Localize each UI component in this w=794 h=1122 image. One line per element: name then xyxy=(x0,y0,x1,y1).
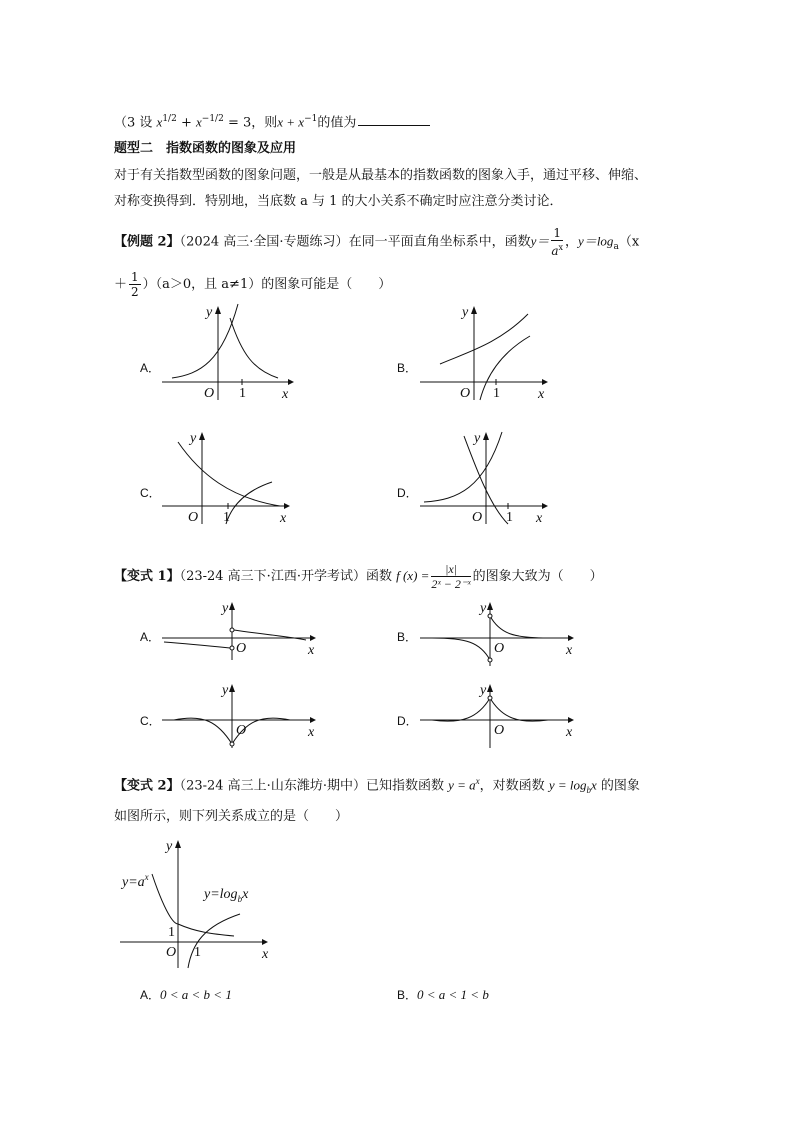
y-arrow xyxy=(483,432,489,440)
fraction-half xyxy=(129,270,141,299)
label-log-x: x xyxy=(242,887,249,902)
v2-choice-a[interactable] xyxy=(140,986,232,1005)
origin-label: O xyxy=(166,945,177,960)
origin-label: O xyxy=(494,641,505,656)
open-point xyxy=(230,742,234,746)
y-arrow xyxy=(175,840,181,848)
numerator-abs-x: |x| xyxy=(431,562,470,577)
one-label: 1 xyxy=(239,386,246,401)
x-arrow xyxy=(288,379,294,385)
exp-half: 1/2 xyxy=(162,114,177,124)
x-label: x xyxy=(308,643,315,658)
ex2-graph-b[interactable] xyxy=(418,300,558,405)
origin-label: O xyxy=(494,723,505,738)
log-base: a xyxy=(613,242,619,253)
y-arrow xyxy=(229,602,235,610)
origin-label: O xyxy=(472,510,483,525)
v1-option-a-label[interactable]: A． xyxy=(140,630,161,644)
exp-curve xyxy=(440,314,528,364)
f-of-x: f (x) = xyxy=(396,568,430,583)
x-label: x xyxy=(566,643,573,658)
y-arrow xyxy=(199,432,205,440)
one-y-label: 1 xyxy=(168,925,175,940)
answer-blank[interactable] xyxy=(358,113,430,126)
left-branch xyxy=(164,642,230,648)
problem-3-prefix: （3 设 xyxy=(114,115,153,131)
x-arrow xyxy=(284,503,290,509)
value-is-text: 的值为 xyxy=(317,115,357,131)
var-x-2: x xyxy=(196,114,202,130)
x-arrow xyxy=(568,717,574,723)
y-label: y xyxy=(190,431,197,446)
origin-label: O xyxy=(460,386,471,401)
fraction-1-over-a-x xyxy=(551,226,563,258)
exp-function: y = a xyxy=(448,777,476,793)
v2-choice-b[interactable] xyxy=(397,986,489,1005)
y-arrow xyxy=(471,306,477,314)
x-label: x xyxy=(308,725,315,740)
one-label: 1 xyxy=(493,386,500,401)
paren-x: （x xyxy=(618,234,640,250)
exp-neg1: −1 xyxy=(304,114,318,124)
exp-curve xyxy=(152,874,234,936)
problem-3-line xyxy=(114,110,430,132)
plus-sign: + xyxy=(180,115,192,131)
y-arrow xyxy=(215,306,221,314)
v1-graph-d[interactable] xyxy=(418,680,578,750)
x-label: x xyxy=(538,387,545,402)
exp-curve xyxy=(172,304,238,378)
v1-option-b-label[interactable]: B． xyxy=(397,630,418,644)
v1-option-c-label[interactable]: C． xyxy=(140,714,161,728)
y-label: y xyxy=(222,601,229,616)
frac-numerator: 1 xyxy=(551,226,563,241)
ex2-graph-a[interactable] xyxy=(160,300,300,405)
open-point xyxy=(488,696,492,700)
frac-denominator: a xyxy=(551,244,559,258)
v2-choice-a-text: 0 < a < b < 1 xyxy=(160,987,232,1002)
variant-1-tag: 【变式 1】 xyxy=(114,569,180,584)
ex2-graph-c[interactable] xyxy=(160,428,300,528)
log-function-x: x xyxy=(590,777,597,793)
exp-curve xyxy=(424,432,502,502)
ex2-graph-d[interactable] xyxy=(418,428,558,528)
label-exp-base: y=a xyxy=(122,875,145,890)
variant-1-question: 的图象大致为（ ） xyxy=(472,569,603,584)
var-x: x xyxy=(156,114,163,130)
y-equals: y＝ xyxy=(530,233,550,249)
x-label: x xyxy=(536,511,543,526)
y-log: y＝log xyxy=(578,233,614,249)
exp-neghalf: −1/2 xyxy=(201,114,224,124)
ex2-option-d-label[interactable]: D． xyxy=(397,486,418,500)
equals-three: = 3 xyxy=(227,115,252,131)
variant-2-text-3: 的图象 xyxy=(600,778,640,794)
example-2-tag: 【例题 2】 xyxy=(114,234,180,250)
one-label: 1 xyxy=(223,510,230,525)
log-function-base: b xyxy=(586,784,591,795)
variant-1-source: （23-24 高三下·江西·开学考试） xyxy=(179,569,366,584)
label-exp-sup: x xyxy=(144,872,149,882)
log-curve xyxy=(480,336,530,400)
open-point-bottom xyxy=(488,658,492,662)
one-label: 1 xyxy=(506,510,513,525)
y-label: y xyxy=(206,305,213,320)
then-text: ，则 xyxy=(251,115,278,131)
section-title: 题型二 指数函数的图象及应用 xyxy=(114,141,297,156)
v1-graph-c[interactable] xyxy=(160,680,320,750)
y-arrow xyxy=(229,684,235,692)
origin-label: O xyxy=(236,641,247,656)
right-branch xyxy=(490,616,548,638)
x-label: x xyxy=(262,947,269,962)
y-label: y xyxy=(166,839,173,854)
y-label: y xyxy=(474,431,481,446)
open-point-top xyxy=(230,628,234,632)
x-arrow xyxy=(262,939,268,945)
v2-choice-a-label: A． xyxy=(140,988,161,1002)
y-arrow xyxy=(487,602,493,610)
v2-choice-b-label: B． xyxy=(397,988,418,1002)
x-arrow xyxy=(310,635,316,641)
denominator-2x: 2ˣ − 2⁻ˣ xyxy=(431,577,471,591)
variant-2-text-2: ，对数函数 xyxy=(479,778,545,794)
left-branch xyxy=(432,638,490,660)
open-point-top xyxy=(488,614,492,618)
log-curve xyxy=(230,318,278,378)
half-numerator: 1 xyxy=(131,270,139,284)
variant-2-line-1 xyxy=(114,772,640,799)
x-label: x xyxy=(280,511,287,526)
one-x-label: 1 xyxy=(194,945,201,960)
intro-line-2: 对称变换得到．特别地，当底数 a 与 1 的大小关系不确定时应注意分类讨论． xyxy=(114,194,563,209)
label-log xyxy=(202,887,249,904)
log-function: y = log xyxy=(548,777,587,793)
v2-graph[interactable] xyxy=(116,834,286,974)
example-2-question: ）（a＞0，且 a≠1）的图象可能是（ ） xyxy=(142,277,392,292)
variant-1-text: 函数 xyxy=(365,569,392,584)
half-denominator: 2 xyxy=(131,285,139,299)
origin-label: O xyxy=(236,723,247,738)
label-exp xyxy=(120,872,149,890)
ex2-option-a-label[interactable]: A． xyxy=(140,361,161,375)
y-label: y xyxy=(462,305,469,320)
origin-label: O xyxy=(204,386,215,401)
expr-x-plus-x: x + x xyxy=(277,114,305,130)
v1-graph-a[interactable] xyxy=(160,598,320,662)
label-log-base: y=log xyxy=(204,887,238,902)
origin-label: O xyxy=(188,510,199,525)
variant-1-line xyxy=(114,562,603,591)
ex2-option-b-label[interactable]: B． xyxy=(397,361,418,375)
x-arrow xyxy=(542,379,548,385)
x-label: x xyxy=(566,725,573,740)
variant-2-tag: 【变式 2】 xyxy=(114,778,180,794)
x-label: x xyxy=(282,387,289,402)
label-log-sub: b xyxy=(237,894,243,904)
variant-2-text-1: 已知指数函数 xyxy=(365,778,444,794)
y-label: y xyxy=(222,683,229,698)
example-2-source: （2024 高三·全国·专题练习） xyxy=(179,234,349,250)
y-label: y xyxy=(480,601,487,616)
intro-line-1: 对于有关指数型函数的图象问题，一般是从最基本的指数函数的图象入手，通过平移、伸缩、 xyxy=(114,168,648,183)
exp-curve xyxy=(178,442,280,506)
x-arrow xyxy=(542,503,548,509)
x-arrow xyxy=(568,635,574,641)
v1-graph-b[interactable] xyxy=(418,598,578,668)
variant-2-source: （23-24 高三上·山东潍坊·期中） xyxy=(179,778,366,794)
open-point-bottom xyxy=(230,646,234,650)
frac-den-exponent: x xyxy=(558,243,564,252)
y-label: y xyxy=(480,683,487,698)
v2-choice-b-text: 0 < a < 1 < b xyxy=(417,987,489,1002)
example-2-text: 在同一平面直角坐标系中，函数 xyxy=(348,234,531,250)
example-2-line-1 xyxy=(114,226,639,258)
ex2-option-c-label[interactable]: C． xyxy=(140,486,161,500)
plus: ＋ xyxy=(114,277,128,292)
v1-option-d-label[interactable]: D． xyxy=(397,714,418,728)
x-arrow xyxy=(310,717,316,723)
variant-2-line-2: 如图所示，则下列关系成立的是（ ） xyxy=(114,809,349,824)
comma: ， xyxy=(565,234,579,250)
fraction-abs-x xyxy=(431,562,470,591)
exp-function-sup: x xyxy=(475,776,480,786)
example-2-line-2 xyxy=(114,270,391,299)
y-arrow xyxy=(487,684,493,692)
